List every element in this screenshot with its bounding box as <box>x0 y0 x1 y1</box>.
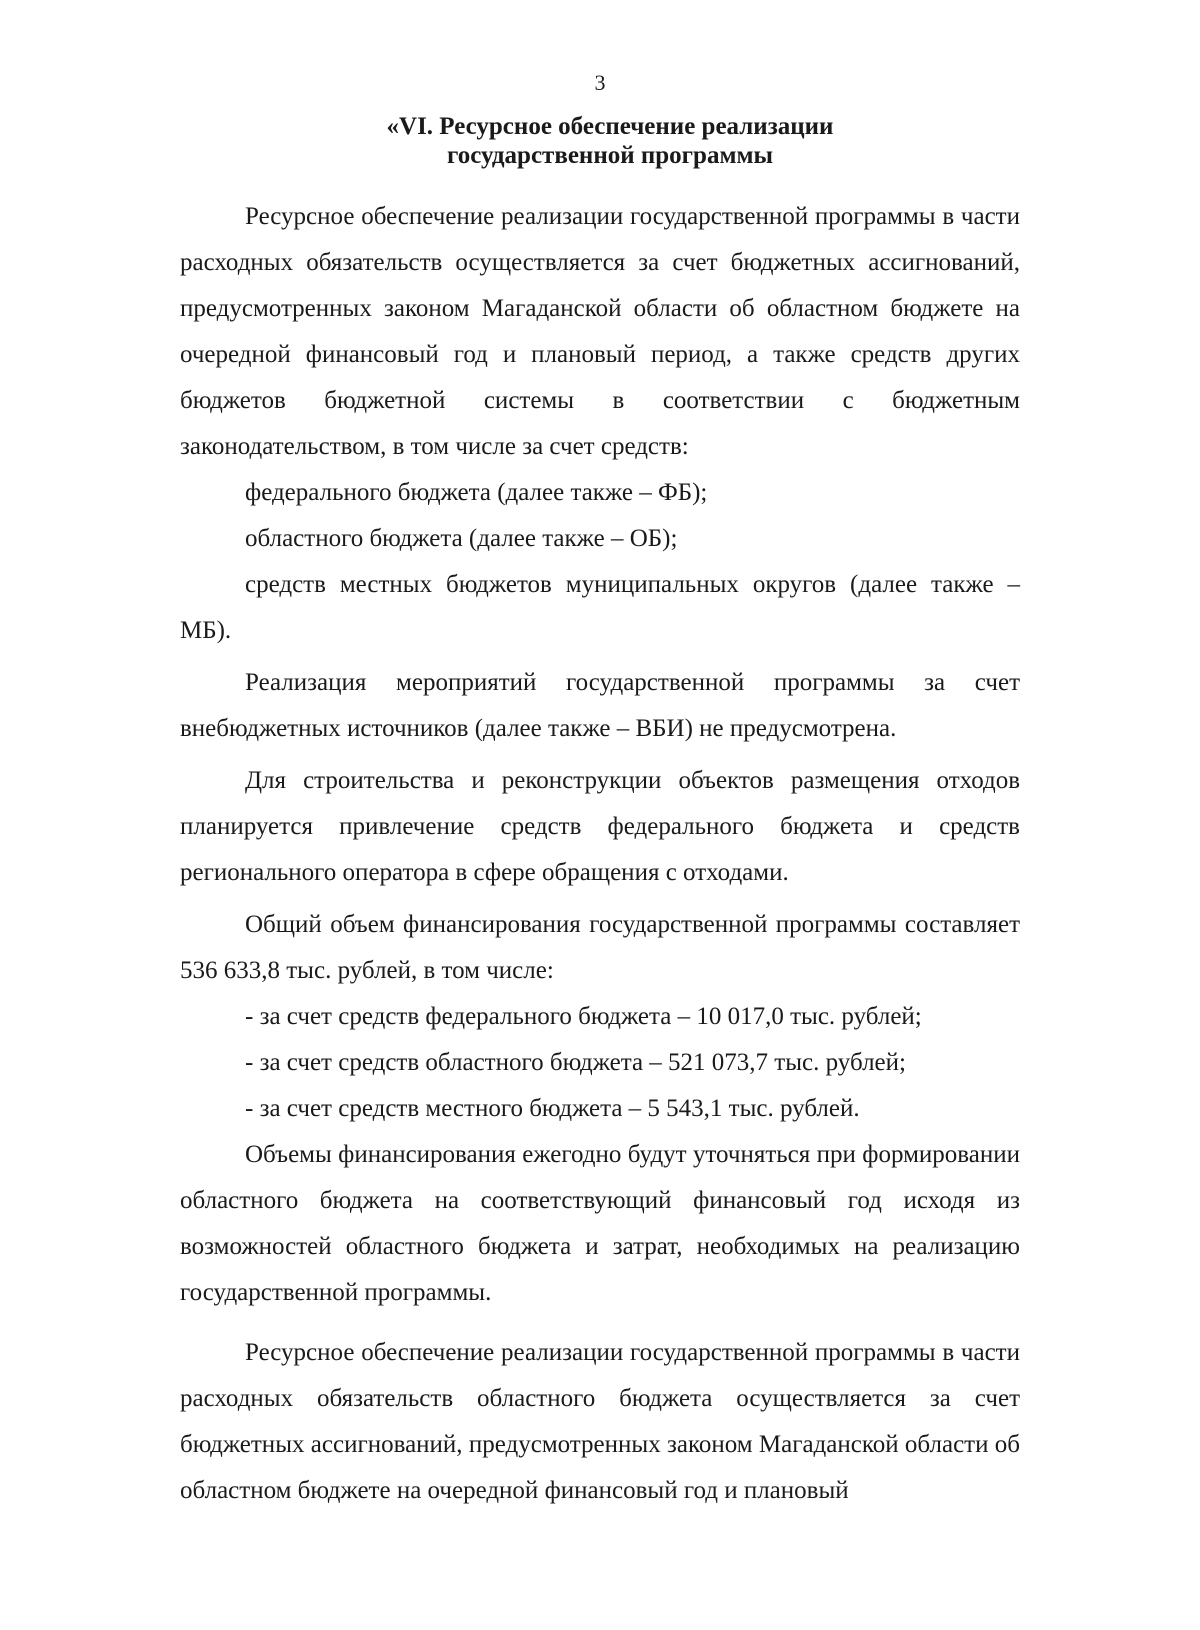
paragraph-financing-volumes: Объемы финансирования ежегодно будут уточняться при формировании областного бюджета на соответствующий финансовый год исходя из возможностей областного бюджета и затрат, необходимых на реализацию государственной программы. <box>180 1141 1020 1306</box>
list-item-regional-amount: - за счет средств областного бюджета – 521 073,7 тыс. рублей; <box>245 1049 906 1076</box>
paragraph-local-budgets: средств местных бюджетов муниципальных округов (далее также – МБ). <box>180 571 1020 644</box>
paragraph-federal-budget: федерального бюджета (далее также – ФБ); <box>245 479 708 506</box>
paragraph-extrabudgetary: Реализация мероприятий государственной программы за счет внебюджетных источников (далее также – ВБИ) не предусмотрена. <box>180 669 1020 742</box>
page-number: 3 <box>594 70 606 95</box>
section-title-line-1: «VI. Ресурсное обеспечение реализации <box>386 113 834 140</box>
section-title <box>180 112 1040 170</box>
body-text <box>180 194 1020 1514</box>
paragraph-regional-obligations: Ресурсное обеспечение реализации государственной программы в части расходных обязательств областного бюджета осуществляется за счет бюджетных ассигнований, предусмотренных законом Магаданской области об областном бюджете на очередной финансовый год и плановый <box>180 1339 1020 1504</box>
section-title-line-2: государственной программы <box>446 142 774 169</box>
list-item-local-amount: - за счет средств местного бюджета – 5 543,1 тыс. рублей. <box>245 1095 860 1122</box>
list-item-federal-amount: - за счет средств федерального бюджета – 10 017,0 тыс. рублей; <box>245 1003 922 1030</box>
paragraph-total-financing: Общий объем финансирования государственной программы составляет 536 633,8 тыс. рублей, в том числе: <box>180 911 1020 984</box>
paragraph-construction: Для строительства и реконструкции объектов размещения отходов планируется привлечение средств федерального бюджета и средств регионального оператора в сфере обращения с отходами. <box>180 767 1020 886</box>
paragraph-regional-budget: областного бюджета (далее также – ОБ); <box>245 525 678 552</box>
paragraph-resource-provision: Ресурсное обеспечение реализации государственной программы в части расходных обязательств осуществляется за счет бюджетных ассигнований, предусмотренных законом Магаданской области об областном бюджете на очередной финансовый год и плановый период, а также средств других бюджетов бюджетной системы в соответствии с бюджетным законодательством, в том числе за счет средств: <box>180 203 1020 460</box>
